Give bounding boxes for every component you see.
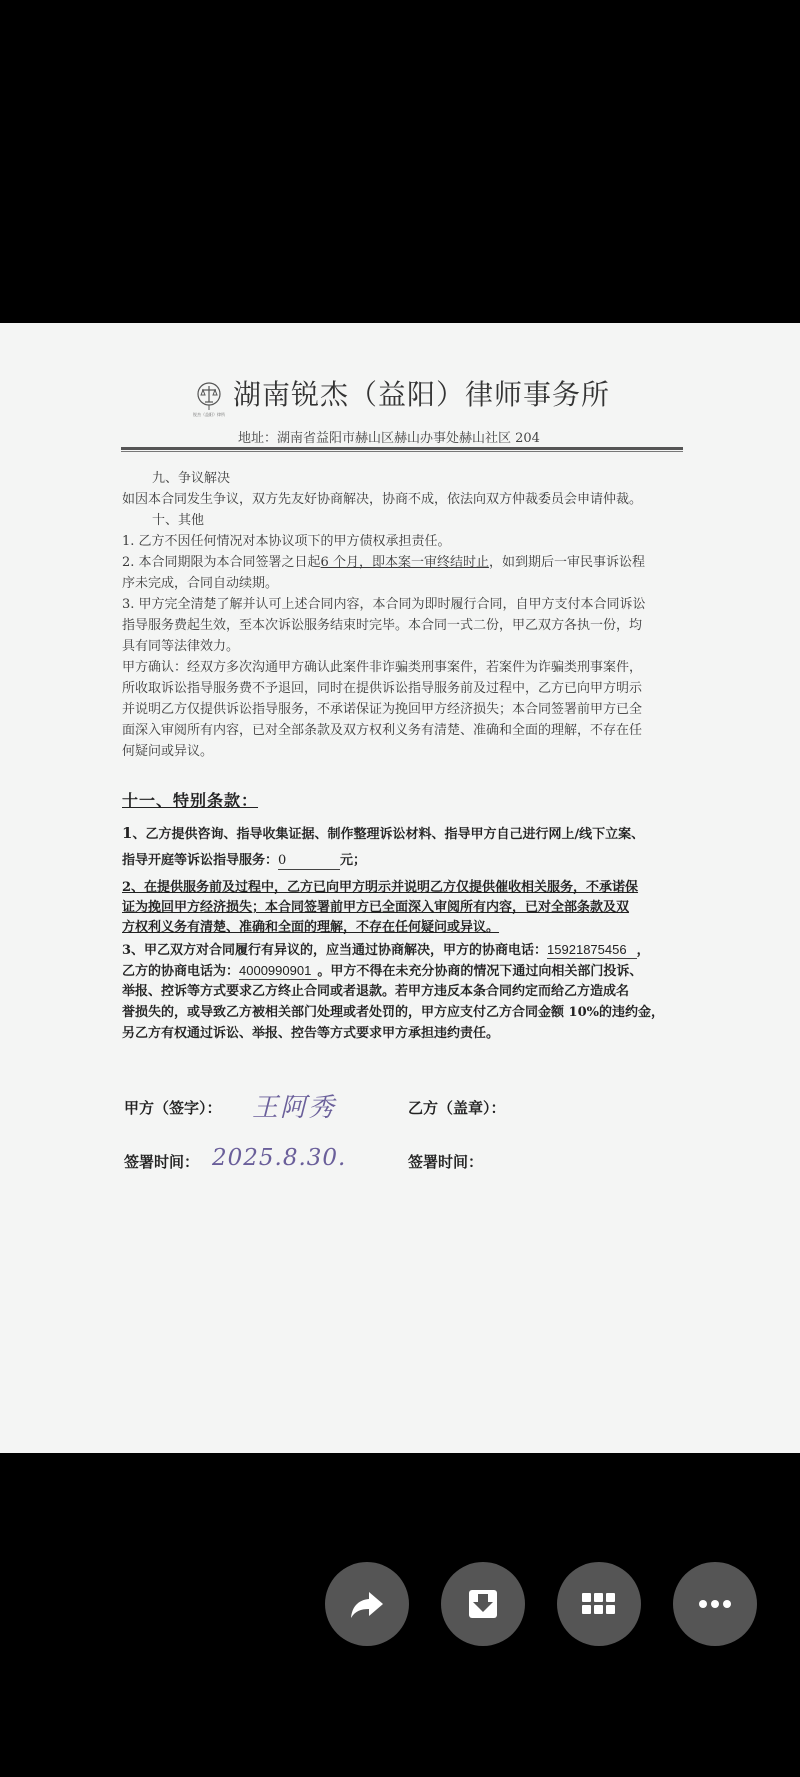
- term-text-cont: ，如到期后一审民事诉讼程: [488, 555, 645, 570]
- grid-icon: [577, 1582, 621, 1626]
- clause-3-line-2-prefix: 乙方的协商电话为：: [122, 964, 240, 979]
- clause-3-line-2-suffix: 。甲方不得在未充分协商的情况下通过向相关部门投诉、: [317, 964, 643, 979]
- clause-3-prefix: 3、甲乙双方对合同履行有异议的，应当通过协商解决，甲方的协商电话：: [122, 943, 548, 958]
- firm-name: 湖南锐杰（益阳）律师事务所: [233, 378, 611, 411]
- term-text: 2. 本合同期限为本合同签署之日起: [122, 555, 321, 570]
- clause-1-line-2: [122, 853, 366, 870]
- party-b-date-label: 签署时间：: [408, 1153, 484, 1171]
- clause-3-line-4: 誉损失的，或导致乙方被相关部门处理或者处罚的，甲方应支付乙方合同金额 10%的违约金，: [122, 1005, 664, 1020]
- text-line: 并说明乙方仅提供诉讼指导服务，不承诺保证为挽回甲方经济损失；本合同签署前甲方已全: [122, 702, 643, 717]
- party-a-signature-label: 甲方（签字）：: [124, 1099, 222, 1117]
- logo-caption: 锐杰（益阳）律所: [193, 412, 225, 417]
- clause-3-line-2: [122, 963, 642, 980]
- scales-logo-icon: [196, 381, 222, 411]
- party-a-date: 2025.8.30.: [212, 1145, 347, 1171]
- text-line: 何疑问或异议。: [122, 744, 214, 759]
- more-button[interactable]: [673, 1562, 757, 1646]
- text-line: 指导服务费起生效，至本次诉讼服务结束时完毕。本合同一式二份，甲乙双方各执一份，均: [122, 618, 643, 633]
- text-line: 如因本合同发生争议，双方先友好协商解决，协商不成，依法向双方仲裁委员会申请仲裁。: [122, 492, 643, 507]
- text-line: 3. 甲方完全清楚了解并认可上述合同内容，本合同为即时履行合同，自甲方支付本合同诉讼: [122, 597, 646, 612]
- clause-3-line-1: [122, 942, 650, 959]
- text-line: 面深入审阅所有内容，已对全部条款及双方权利义务有清楚、准确和全面的理解，不存在任: [122, 723, 643, 738]
- clause-2-line-2: 证为挽回甲方经济损失；本合同签署前甲方已全面深入审阅所有内容，已对全部条款及双: [122, 900, 630, 915]
- text-line: 所收取诉讼指导服务费不予退回，同时在提供诉讼指导服务前及过程中，乙方已向甲方明示: [122, 681, 643, 696]
- clause-1-text: 、乙方提供咨询、指导收集证据、制作整理诉讼材料、指导甲方自己进行网上/线下立案、: [132, 827, 645, 842]
- party-a-date-label: 签署时间：: [124, 1153, 200, 1171]
- download-button[interactable]: [441, 1562, 525, 1646]
- clause-3-suffix: ，: [636, 943, 650, 958]
- text-line: 序未完成，合同自动续期。: [122, 576, 279, 591]
- special-terms-heading: 十一、特别条款：: [122, 791, 259, 810]
- text-line: 甲方确认：经双方多次沟通甲方确认此案件非诈骗类刑事案件，若案件为诈骗类刑事案件，: [122, 660, 643, 675]
- clause-2-line-3: 方权利义务有清楚、准确和全面的理解，不存在任何疑问或异议。: [122, 920, 500, 935]
- firm-logo: [189, 381, 229, 427]
- party-b-seal-label: 乙方（盖章）：: [408, 1099, 506, 1117]
- text-line: [122, 555, 645, 571]
- fee-amount-field: 0: [278, 853, 340, 870]
- clause-1-number: 1: [122, 824, 133, 842]
- fee-unit: 元；: [340, 853, 367, 868]
- share-arrow-icon: [345, 1582, 389, 1626]
- document-page: [0, 323, 800, 1453]
- download-tray-icon: [461, 1582, 505, 1626]
- header-rule-thin: [121, 451, 683, 452]
- term-duration: 6 个月，即本案一审终结时止: [320, 555, 489, 570]
- clause-2-line-1: 2、在提供服务前及过程中，乙方已向甲方明示并说明乙方仅提供催收相关服务，不承诺保: [122, 880, 639, 895]
- party-a-signature: 王阿秀: [252, 1093, 337, 1123]
- clause-3-line-5: 另乙方有权通过诉讼、举报、控告等方式要求甲方承担违约责任。: [122, 1026, 500, 1041]
- clause-1-line-1: [122, 825, 644, 843]
- more-dots-icon: [693, 1582, 737, 1626]
- section-ten-title: 十、其他: [152, 513, 205, 528]
- share-button[interactable]: [325, 1562, 409, 1646]
- text-line: 具有同等法律效力。: [122, 639, 240, 654]
- clause-3-line-3: 举报、控诉等方式要求乙方终止合同或者退款。若甲方违反本条合同约定而给乙方造成名: [122, 984, 630, 999]
- clause-1-prefix: 指导开庭等诉讼指导服务：: [122, 853, 279, 868]
- section-nine-title: 九、争议解决: [152, 471, 231, 486]
- grid-button[interactable]: [557, 1562, 641, 1646]
- text-line: 1. 乙方不因任何情况对本协议项下的甲方债权承担责任。: [122, 534, 451, 549]
- party-a-phone: 15921875456: [547, 942, 637, 959]
- header-rule-thick: [121, 447, 683, 450]
- party-b-phone: 4000990901: [239, 963, 317, 980]
- firm-address: 地址：湖南省益阳市赫山区赫山办事处赫山社区 204: [238, 431, 540, 446]
